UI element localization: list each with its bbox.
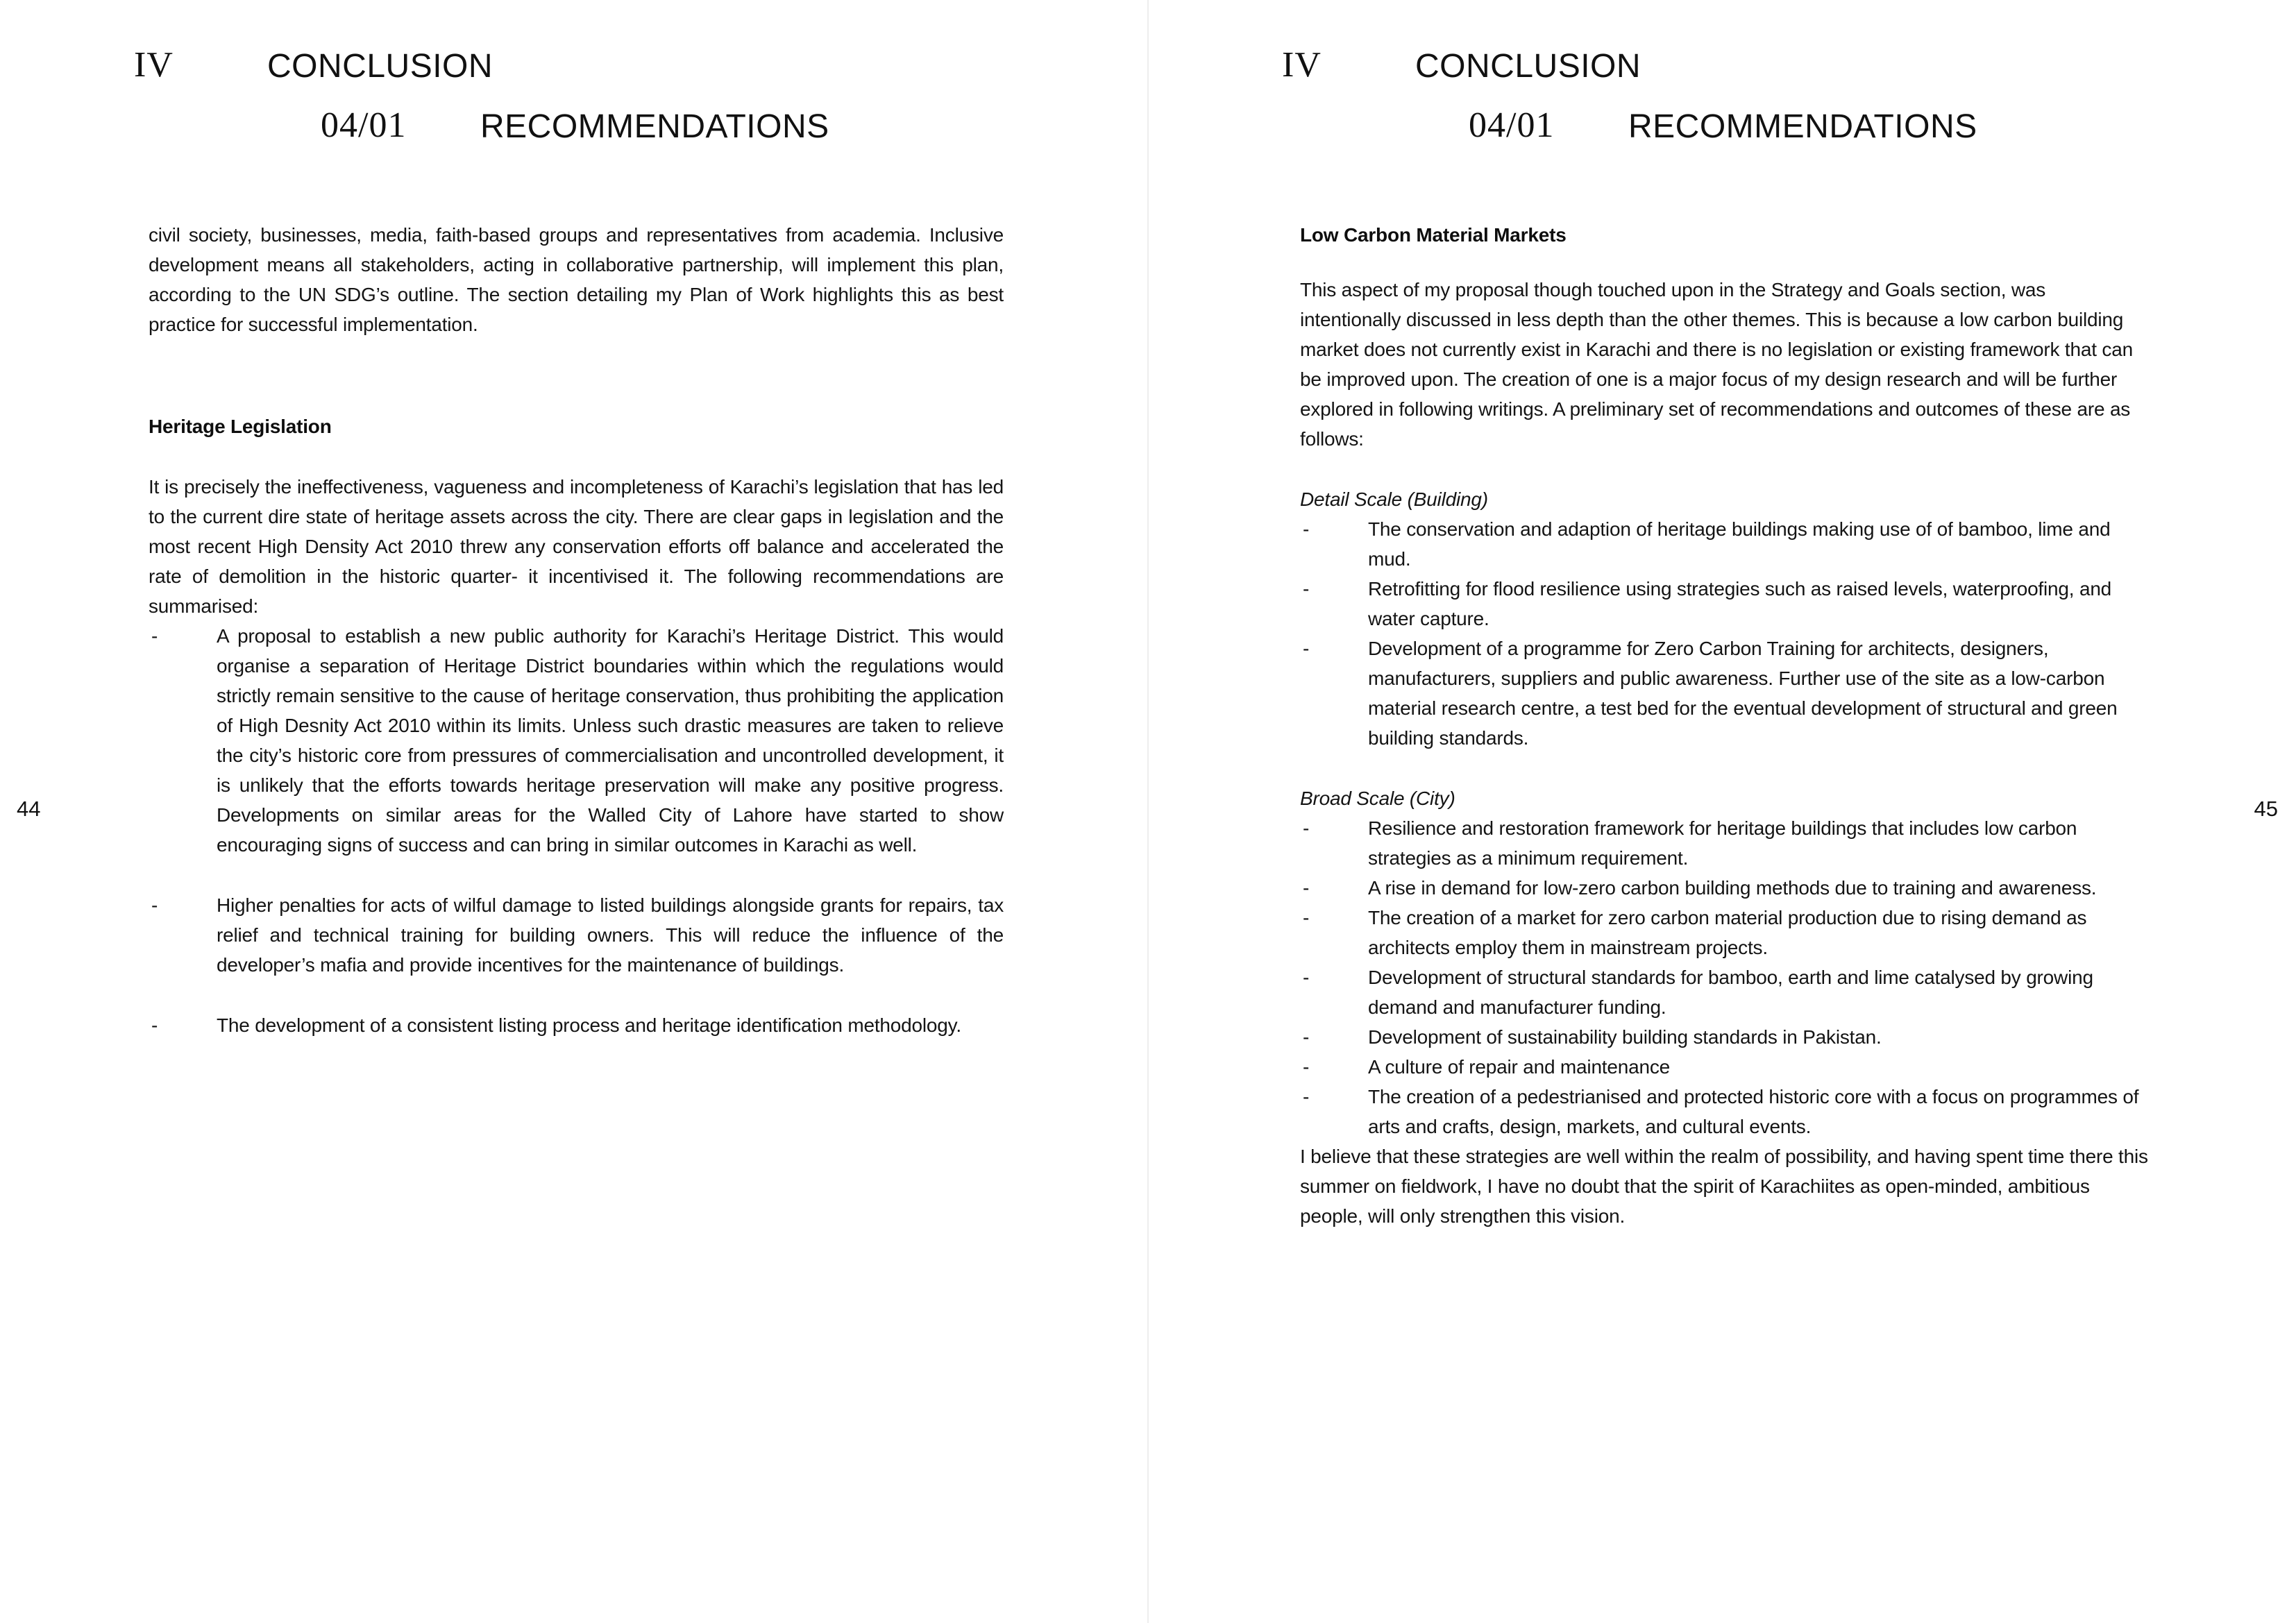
page-number-left: 44 <box>17 797 41 821</box>
list-item-text: The development of a consistent listing process and heritage identification methodology. <box>217 1014 961 1036</box>
list-item <box>1300 903 2150 962</box>
list-item <box>1300 873 2150 903</box>
closing-paragraph: I believe that these strategies are well within the realm of possibility, and having spent time there this summer on fieldwork, I have no doubt that the spirit of Karachiites as open-minded, ambitious people, will only strengthen this vision. <box>1300 1146 2148 1227</box>
section-title: RECOMMENDATIONS <box>1628 108 1977 145</box>
list-item-text: The creation of a pedestrianised and protected historic core with a focus on programmes of arts and crafts, design, markets, and cultural events. <box>1368 1086 2139 1137</box>
list-item-text: The conservation and adaption of heritage buildings making use of of bamboo, lime and mud. <box>1368 518 2111 570</box>
list-item-text: A proposal to establish a new public authority for Karachi’s Heritage District. This would organise a separation of Heritage District boundaries within which the regulations would strictly remain sensitive to the cause of heritage conservation, thus prohibiting the application of High Desnity Act 2010 within its limits. Unless such drastic measures are taken to relieve the city’s historic core from pressures of commercialisation and uncontrolled development, it is unlikely that the efforts towards heritage preservation will make any positive progress. Developments on similar areas for the Walled City of Lahore have started to show encouraging signs of success and can bring in similar outcomes in Karachi as well. <box>217 625 1004 856</box>
dash-bullet: - <box>1303 877 1310 899</box>
list-item <box>1300 962 2150 1022</box>
dash-bullet: - <box>151 894 158 916</box>
dash-bullet: - <box>1303 518 1310 540</box>
section-title: RECOMMENDATIONS <box>480 108 829 145</box>
low-carbon-paragraph: This aspect of my proposal though touched upon in the Strategy and Goals section, was intentionally discussed in less depth than the other themes. This is because a low carbon building market does not currently exist in Karachi and there is no legislation or existing framework that can be improved upon. The creation of one is a major focus of my design research and will be further explored in following writings. A preliminary set of recommendations and outcomes of these are as follows: <box>1300 279 2133 450</box>
dash-bullet: - <box>1303 817 1310 839</box>
list-item <box>1300 574 2150 634</box>
list-item-text: Retrofitting for flood resilience using strategies such as raised levels, waterproofing, and water capture. <box>1368 578 2112 629</box>
list-item <box>1300 1052 2150 1082</box>
chapter-title: CONCLUSION <box>1415 48 1641 85</box>
list-item-text: Development of structural standards for bamboo, earth and lime catalysed by growing demand and manufacturer funding. <box>1368 967 2093 1018</box>
section-number: 04/01 <box>321 105 407 145</box>
section-number: 04/01 <box>1469 105 1555 145</box>
list-item-text: Development of sustainability building standards in Pakistan. <box>1368 1026 1882 1048</box>
heritage-paragraph: It is precisely the ineffectiveness, vagueness and incompleteness of Karachi’s legislation that has led to the current dire state of heritage assets across the city. There are clear gaps in legislation and the most recent High Density Act 2010 threw any conservation efforts off balance and accelerated the rate of demolition in the historic quarter- it incentivised it. The following recommendations are summarised: <box>149 476 1004 617</box>
list-item <box>1300 634 2150 753</box>
intro-paragraph: civil society, businesses, media, faith-based groups and representatives from academia. Inclusive development means all stakeholders, acting in collaborative partnership, will implement this plan, according to the UN SDG’s outline. The section detailing my Plan of Work highlights this as best practice for successful implementation. <box>149 224 1004 335</box>
list-item <box>149 890 1004 980</box>
list-item-text: The creation of a market for zero carbon material production due to rising demand as architects employ them in mainstream projects. <box>1368 907 2087 958</box>
chapter-title: CONCLUSION <box>267 48 493 85</box>
heritage-legislation-heading: Heritage Legislation <box>149 416 332 437</box>
chapter-numeral: IV <box>134 45 174 85</box>
dash-bullet: - <box>1303 638 1310 659</box>
detail-scale-heading: Detail Scale (Building) <box>1300 488 1488 510</box>
list-item-text: Higher penalties for acts of wilful damage to listed buildings alongside grants for repairs, tax relief and technical training for building owners. This will reduce the influence of the developer’s mafia and provide incentives for the maintenance of buildings. <box>217 894 1004 976</box>
list-item-text: A rise in demand for low-zero carbon building methods due to training and awareness. <box>1368 877 2097 899</box>
list-item-text: A culture of repair and maintenance <box>1368 1056 1671 1078</box>
broad-scale-heading: Broad Scale (City) <box>1300 788 1455 809</box>
page-body-left <box>149 220 1004 1040</box>
page-body-right <box>1300 220 2150 1231</box>
list-item-text: Resilience and restoration framework for heritage buildings that includes low carbon strategies as a minimum requirement. <box>1368 817 2077 869</box>
dash-bullet: - <box>1303 1086 1310 1107</box>
page-number-right: 45 <box>2254 797 2278 821</box>
broad-scale-list <box>1300 813 2150 1141</box>
dash-bullet: - <box>1303 1026 1310 1048</box>
dash-bullet: - <box>1303 1056 1310 1078</box>
dash-bullet: - <box>1303 967 1310 988</box>
list-item <box>1300 1082 2150 1141</box>
list-item <box>149 1010 1004 1040</box>
list-item <box>149 621 1004 860</box>
detail-scale-list <box>1300 514 2150 753</box>
dash-bullet: - <box>1303 907 1310 928</box>
heritage-recommendations-list <box>149 621 1004 1040</box>
list-item <box>1300 514 2150 574</box>
page-right <box>1148 0 2296 1623</box>
dash-bullet: - <box>1303 578 1310 600</box>
dash-bullet: - <box>151 1014 158 1036</box>
chapter-numeral: IV <box>1282 45 1322 85</box>
list-item <box>1300 1022 2150 1052</box>
list-item <box>1300 813 2150 873</box>
low-carbon-markets-heading: Low Carbon Material Markets <box>1300 224 1567 246</box>
list-item-text: Development of a programme for Zero Carbon Training for architects, designers, manufacturers, suppliers and public awareness. Further use of the site as a low-carbon material research centre, a test bed for the eventual development of structural and green building standards. <box>1368 638 2118 749</box>
dash-bullet: - <box>151 625 158 647</box>
